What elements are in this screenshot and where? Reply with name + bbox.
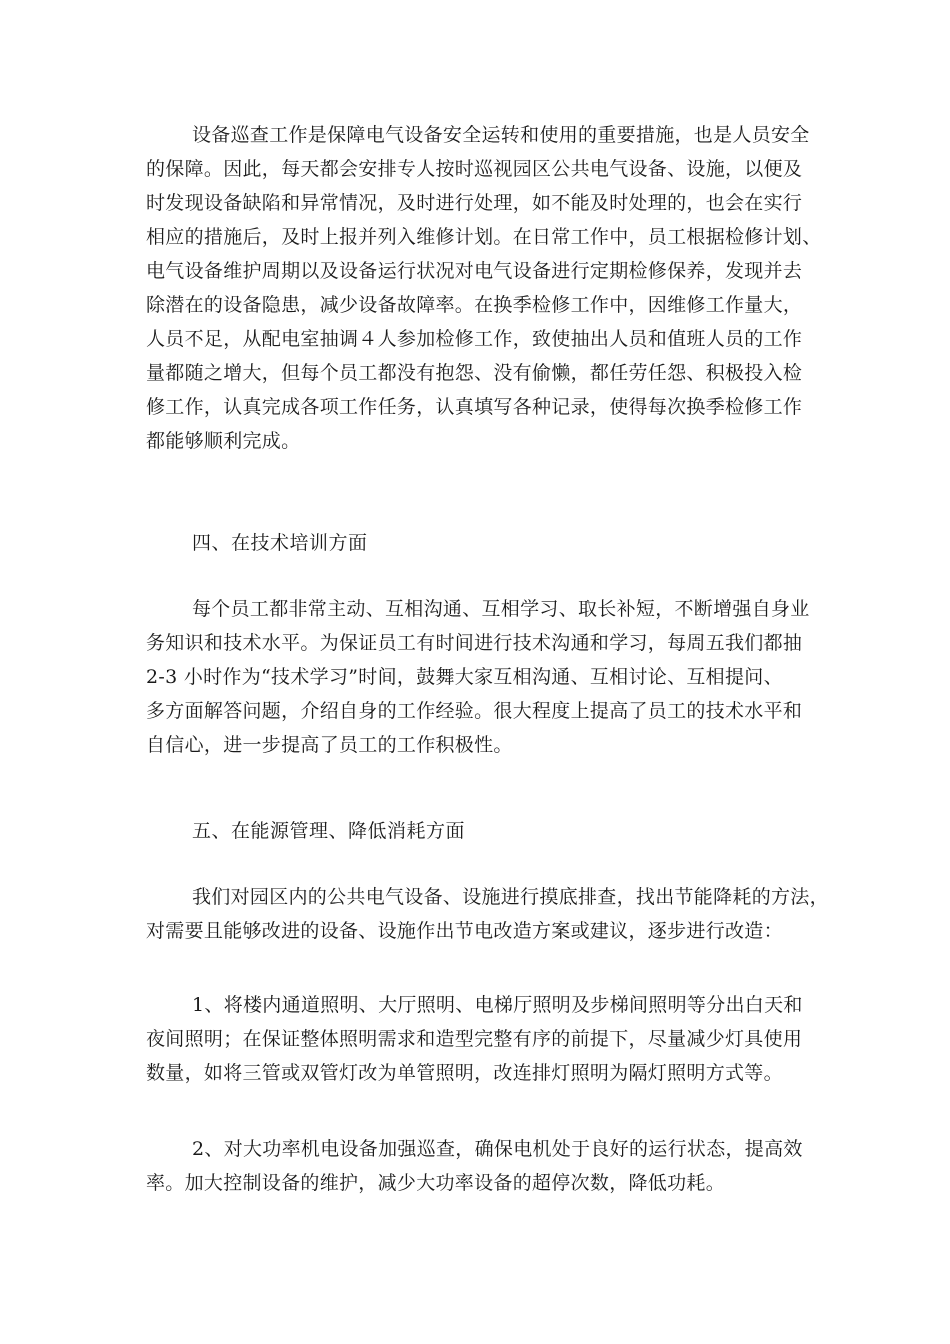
paragraph-technical-training (146, 592, 826, 762)
section-heading-technical-training (146, 526, 826, 560)
paragraph-line: 电气设备维护周期以及设备运行状况对电气设备进行定期检修保养，发现并去 (146, 260, 803, 282)
paragraph-line: 我们对园区内的公共电气设备、设施进行摸底排查，找出节能降耗的方法， (192, 886, 829, 908)
paragraph-line: 自信心，进一步提高了员工的工作积极性。 (146, 734, 513, 756)
paragraph-line: 设备巡查工作是保障电气设备安全运转和使用的重要措施，也是人员安全 (192, 124, 810, 146)
section-heading-energy-management (146, 814, 826, 848)
paragraph-equipment-inspection (146, 118, 826, 458)
section-heading: 四、在技术培训方面 (192, 532, 368, 554)
paragraph-motor-equipment (146, 1132, 826, 1200)
paragraph-line: 1、将楼内通道照明、大厅照明、电梯厅照明及步梯间照明等分出白天和 (192, 994, 803, 1016)
paragraph-line: 相应的措施后，及时上报并列入维修计划。在日常工作中，员工根据检修计划、 (146, 226, 822, 248)
paragraph-line: 都能够顺利完成。 (146, 430, 301, 452)
paragraph-line: 人员不足，从配电室抽调４人参加检修工作，致使抽出人员和值班人员的工作 (146, 328, 803, 350)
paragraph-line: 数量，如将三管或双管灯改为单管照明，改连排灯照明为隔灯照明方式等。 (146, 1062, 783, 1084)
paragraph-line: 2、对大功率机电设备加强巡查，确保电机处于良好的运行状态，提高效 (192, 1138, 803, 1160)
paragraph-line: 时发现设备缺陷和异常情况，及时进行处理，如不能及时处理的，也会在实行 (146, 192, 803, 214)
paragraph-line: 多方面解答问题，介绍自身的工作经验。很大程度上提高了员工的技术水平和 (146, 700, 803, 722)
paragraph-line: 除潜在的设备隐患，减少设备故障率。在换季检修工作中，因维修工作量大， (146, 294, 803, 316)
paragraph-line: 修工作，认真完成各项工作任务，认真填写各种记录，使得每次换季检修工作 (146, 396, 803, 418)
paragraph-energy-survey (146, 880, 829, 948)
section-heading: 五、在能源管理、降低消耗方面 (192, 820, 466, 842)
paragraph-line: 务知识和技术水平。为保证员工有时间进行技术沟通和学习，每周五我们都抽 (146, 632, 803, 654)
paragraph-line: 对需要且能够改进的设备、设施作出节电改造方案或建议，逐步进行改造： (146, 920, 783, 942)
paragraph-line: 每个员工都非常主动、互相沟通、互相学习、取长补短，不断增强自身业 (192, 598, 810, 620)
paragraph-line: 2-3 小时作为“技术学习”时间，鼓舞大家互相沟通、互相讨论、互相提问、 (146, 666, 783, 688)
paragraph-lighting-measures (146, 988, 826, 1090)
paragraph-line: 量都随之增大，但每个员工都没有抱怨、没有偷懒，都任劳任怨、积极投入检 (146, 362, 803, 384)
paragraph-line: 率。加大控制设备的维护，减少大功率设备的超停次数，降低功耗。 (146, 1172, 726, 1194)
paragraph-line: 的保障。因此，每天都会安排专人按时巡视园区公共电气设备、设施，以便及 (146, 158, 803, 180)
paragraph-line: 夜间照明；在保证整体照明需求和造型完整有序的前提下，尽量减少灯具使用 (146, 1028, 803, 1050)
